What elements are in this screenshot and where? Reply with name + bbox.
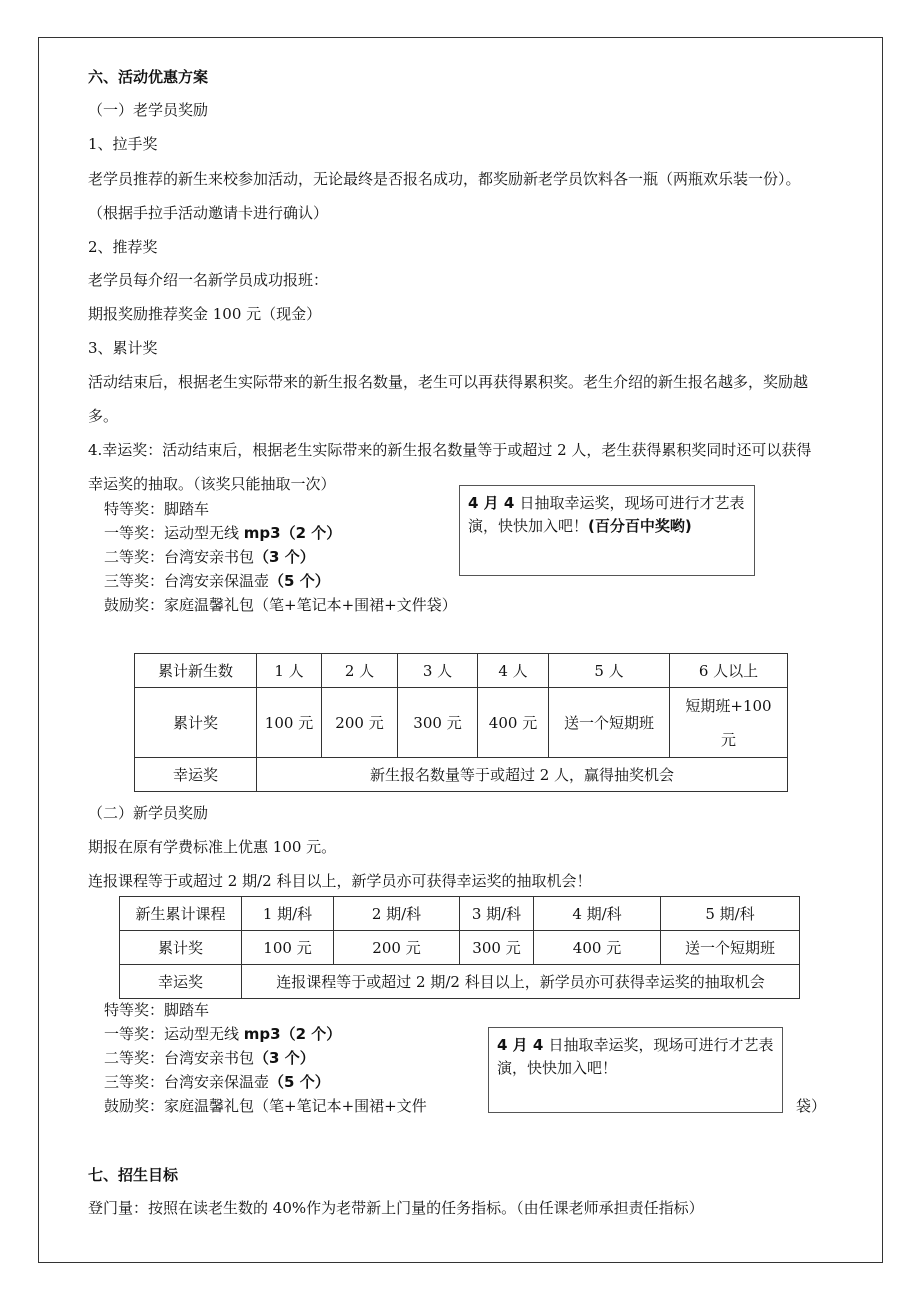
prize-line: 特等奖：脚踏车: [104, 1001, 210, 1019]
prize-1-text: 老学员推荐的新生来校参加活动，无论最终是否报名成功，都奖励新老学员饮料各一瓶（两瓶欢乐装一份）。: [88, 170, 801, 188]
prize-3-text-1: 活动结束后，根据老生实际带来的新生报名数量，老生可以再获得累积奖。老生介绍的新生报名越多，奖励越: [88, 373, 809, 391]
new-student-heading: （二）新学员奖励: [88, 804, 209, 822]
prize-2-amount: 期报奖励推荐奖金 100 元（现金）: [88, 305, 322, 323]
table-row: [135, 758, 788, 792]
table-header-cell: 新生累计课程: [120, 897, 242, 931]
table-cell: 200 元: [322, 688, 398, 758]
table-cell: 新生报名数量等于或超过 2 人，赢得抽奖机会: [257, 758, 788, 792]
prize-3-title: 3、累计奖: [88, 339, 158, 357]
table-cell: 累计奖: [120, 931, 242, 965]
new-reward-table: [119, 896, 800, 999]
prize-line: 二等奖：台湾安亲书包（3 个）: [104, 548, 315, 566]
prize-line: 鼓励奖：家庭温馨礼包（笔+笔记本+围裙+文件袋）: [104, 596, 457, 614]
table-header-cell: 累计新生数: [135, 654, 257, 688]
lucky-draw-note-2: 4 月 4 日抽取幸运奖，现场可进行才艺表演，快快加入吧！: [488, 1027, 783, 1113]
old-student-heading: （一）老学员奖励: [88, 101, 209, 119]
prize-line: 一等奖：运动型无线 mp3（2 个）: [104, 524, 342, 542]
section-7-title: 七、招生目标: [88, 1166, 179, 1184]
prize-2-title: 2、推荐奖: [88, 238, 158, 256]
section-7-text: 登门量：按照在读老生数的 40%作为老带新上门量的任务指标。（由任课老师承担责任指标）: [88, 1199, 704, 1217]
prize-4-text-2: 幸运奖的抽取。（该奖只能抽取一次）: [88, 475, 336, 493]
prize-2-text: 老学员每介绍一名新学员成功报班：: [88, 271, 329, 289]
table-header-cell: 6 人以上: [670, 654, 788, 688]
new-student-text-2: 连报课程等于或超过 2 期/2 科目以上，新学员亦可获得幸运奖的抽取机会！: [88, 872, 592, 890]
table-cell: 400 元: [534, 931, 661, 965]
old-reward-table: [134, 653, 788, 792]
table-cell: 累计奖: [135, 688, 257, 758]
table-header-row: [135, 654, 788, 688]
table-header-cell: 5 期/科: [661, 897, 800, 931]
new-student-text-1: 期报在原有学费标准上优惠 100 元。: [88, 838, 337, 856]
table-cell: 幸运奖: [135, 758, 257, 792]
prize-line: 二等奖：台湾安亲书包（3 个）: [104, 1049, 315, 1067]
table-row: [120, 965, 800, 999]
table-cell: 送一个短期班: [661, 931, 800, 965]
prize-line: 一等奖：运动型无线 mp3（2 个）: [104, 1025, 342, 1043]
table-cell: 100 元: [257, 688, 322, 758]
table-cell: 300 元: [398, 688, 478, 758]
table-cell: 100 元: [242, 931, 334, 965]
table-cell: 连报课程等于或超过 2 期/2 科目以上，新学员亦可获得幸运奖的抽取机会: [242, 965, 800, 999]
table-header-cell: 1 期/科: [242, 897, 334, 931]
table-header-row: [120, 897, 800, 931]
table-cell: 400 元: [478, 688, 549, 758]
table-header-cell: 2 人: [322, 654, 398, 688]
table-header-cell: 1 人: [257, 654, 322, 688]
prize-line: 三等奖：台湾安亲保温壶（5 个）: [104, 572, 330, 590]
prize-3-text-2: 多。: [88, 407, 119, 425]
table-cell: 短期班+100 元: [670, 688, 788, 758]
table-header-cell: 3 期/科: [460, 897, 534, 931]
table-cell: 300 元: [460, 931, 534, 965]
prize-line: 鼓励奖：家庭温馨礼包（笔+笔记本+围裙+文件: [104, 1097, 427, 1115]
lucky-draw-note: 4 月 4 日抽取幸运奖，现场可进行才艺表演，快快加入吧！(百分百中奖哟): [459, 485, 755, 576]
prize-4-text-1: 4.幸运奖：活动结束后，根据老生实际带来的新生报名数量等于或超过 2 人，老生获得累积奖同时还可以获得: [88, 441, 812, 459]
section-6-title: 六、活动优惠方案: [88, 68, 209, 86]
prize-line-wrap: 袋）: [796, 1097, 827, 1115]
table-row: [135, 688, 788, 758]
table-header-cell: 4 人: [478, 654, 549, 688]
table-cell: 200 元: [334, 931, 460, 965]
prize-1-title: 1、拉手奖: [88, 135, 158, 153]
table-header-cell: 4 期/科: [534, 897, 661, 931]
table-row: [120, 931, 800, 965]
table-cell: 幸运奖: [120, 965, 242, 999]
prize-line: 三等奖：台湾安亲保温壶（5 个）: [104, 1073, 330, 1091]
prize-1-note: （根据手拉手活动邀请卡进行确认）: [88, 204, 329, 222]
prize-line: 特等奖：脚踏车: [104, 500, 210, 518]
table-cell: 送一个短期班: [549, 688, 670, 758]
table-header-cell: 5 人: [549, 654, 670, 688]
table-header-cell: 3 人: [398, 654, 478, 688]
table-header-cell: 2 期/科: [334, 897, 460, 931]
